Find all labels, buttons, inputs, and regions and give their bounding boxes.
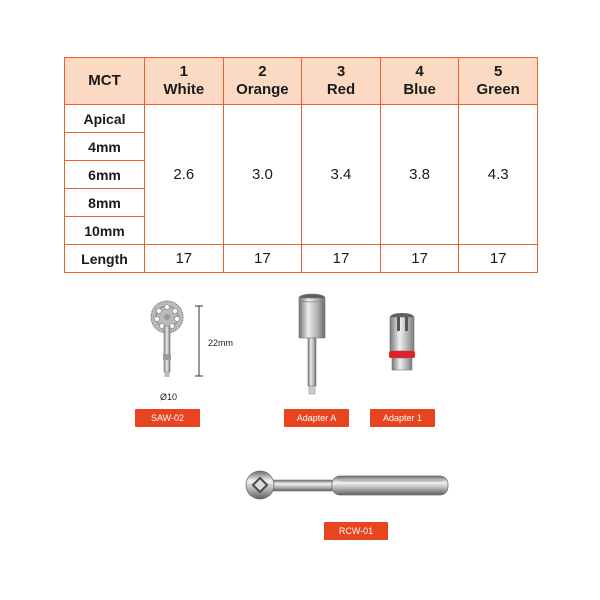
col-number: 1: [179, 63, 188, 80]
col-number: 3: [336, 63, 346, 80]
header-col-4: [380, 58, 459, 105]
saw-02-tag: SAW-02: [135, 409, 200, 427]
col-number: 5: [494, 63, 503, 80]
col-color-name: White: [163, 81, 205, 98]
length-value-2: 17: [223, 245, 302, 273]
col-color-name: Blue: [403, 81, 436, 98]
col-number: 4: [415, 63, 424, 80]
length-value-4: 17: [380, 245, 459, 273]
row-label-6mm: 6mm: [65, 161, 145, 189]
row-label-8mm: 8mm: [65, 189, 145, 217]
header-col-1: [145, 58, 224, 105]
adapter-1-tag: Adapter 1: [370, 409, 435, 427]
height-dimension-line: [194, 306, 204, 378]
saw-disc-illustration: [142, 300, 192, 380]
row-label-length: Length: [65, 245, 145, 273]
adapter-a-tag: Adapter A: [284, 409, 349, 427]
row-label-4mm: 4mm: [65, 133, 145, 161]
rcw-01-tag: RCW-01: [324, 522, 388, 540]
length-value-1: 17: [145, 245, 224, 273]
mct-spec-table: [64, 57, 538, 273]
length-row: [65, 245, 538, 273]
length-value-5: 17: [459, 245, 538, 273]
header-row: [65, 58, 538, 105]
saw-diameter-label: Ø10: [160, 392, 178, 402]
apical-value-1: 2.6: [145, 105, 224, 245]
table-row: [65, 105, 538, 133]
row-label-apical: Apical: [65, 105, 145, 133]
apical-value-5: 4.3: [459, 105, 538, 245]
col-number: 2: [258, 63, 267, 80]
apical-value-2: 3.0: [223, 105, 302, 245]
saw-height-label: 22mm: [208, 338, 234, 348]
adapter-1-illustration: [385, 312, 419, 376]
header-col-2: [223, 58, 302, 105]
apical-value-3: 3.4: [302, 105, 381, 245]
apical-value-4: 3.8: [380, 105, 459, 245]
ratchet-wrench-illustration: [244, 469, 454, 503]
length-value-3: 17: [302, 245, 381, 273]
col-color-name: Green: [476, 81, 520, 98]
col-color-name: Orange: [236, 81, 289, 98]
row-label-10mm: 10mm: [65, 217, 145, 245]
header-col-5: [459, 58, 538, 105]
header-corner-mct: MCT: [65, 58, 145, 105]
col-color-name: Red: [326, 81, 356, 98]
adapter-a-illustration: [292, 292, 332, 402]
header-col-3: [302, 58, 381, 105]
